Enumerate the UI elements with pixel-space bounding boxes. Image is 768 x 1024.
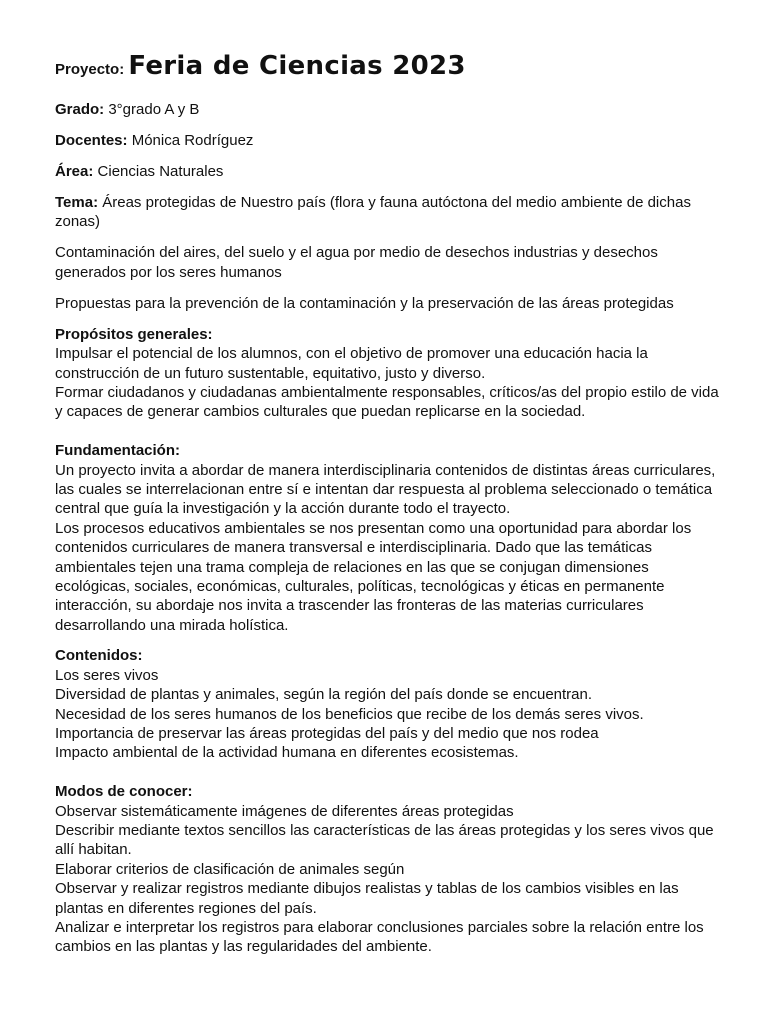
contenidos-heading: Contenidos: xyxy=(55,647,143,665)
modos-line: Elaborar criterios de clasificación de animales según xyxy=(55,860,405,878)
area-value: Ciencias Naturales xyxy=(97,163,224,180)
document-page xyxy=(55,50,720,957)
area-field xyxy=(55,162,720,181)
fundamentacion-line: Un proyecto invita a abordar de manera interdisciplinaria contenidos de distintas áreas curriculares, las cuales se interrelacionan entre sí e intentan dar respuesta al problema seleccionado o temática central que guía la investigación y la acción durante todo el trayecto. xyxy=(55,461,716,518)
contenidos-line: Necesidad de los seres humanos de los beneficios que recibe de los demás seres vivos. xyxy=(55,705,644,723)
contenidos-section xyxy=(55,646,720,762)
contenidos-line: Diversidad de plantas y animales, según la región del país donde se encuentran. xyxy=(55,686,593,704)
modos-line: Analizar e interpretar los registros para elaborar conclusiones parciales sobre la relación entre los cambios en las plantas y las regularidades del ambiente. xyxy=(55,918,704,956)
grado-value: 3°grado A y B xyxy=(108,101,200,118)
tema-field xyxy=(55,193,720,232)
grado-label: Grado: xyxy=(55,101,105,118)
docentes-label: Docentes: xyxy=(55,132,128,149)
fundamentacion-heading: Fundamentación: xyxy=(55,442,181,460)
contenidos-line: Importancia de preservar las áreas protegidas del país y del medio que nos rodea xyxy=(55,724,599,742)
tema-value: Áreas protegidas de Nuestro país (flora y fauna autóctona del medio ambiente de dichas zonas) xyxy=(55,194,691,231)
contenidos-line: Los seres vivos xyxy=(55,666,159,684)
docentes-field xyxy=(55,131,720,150)
tema-label: Tema: xyxy=(55,194,99,211)
modos-line: Observar sistemáticamente imágenes de diferentes áreas protegidas xyxy=(55,802,514,820)
spacer xyxy=(55,763,720,782)
propositos-section xyxy=(55,325,720,422)
grado-field xyxy=(55,100,720,119)
modos-section xyxy=(55,782,720,957)
propositos-line: Formar ciudadanos y ciudadanas ambientalmente responsables, críticos/as del propio estilo de vida y capaces de generar cambios culturales que puedan replicarse en la sociedad. xyxy=(55,384,719,421)
propuestas-paragraph: Propuestas para la prevención de la contaminación y la preservación de las áreas protegidas xyxy=(55,294,674,312)
area-label: Área: xyxy=(55,163,94,180)
fundamentacion-line: Los procesos educativos ambientales se nos presentan como una oportunidad para abordar los contenidos curriculares de manera transversal e interdisciplinaria. Dado que las temáticas ambientales tejen una trama compleja de relaciones en las que se conjugan dimensiones ecológicas, sociales, económicas, culturales, políticas, tecnológicas y éticas en permanente interacción, su abordaje nos invita a trascender las fronteras de las materias curriculares desarrollando una mirada holística. xyxy=(55,519,692,634)
project-heading xyxy=(55,50,720,86)
contenidos-line: Impacto ambiental de la actividad humana en diferentes ecosistemas. xyxy=(55,744,519,762)
modos-line: Observar y realizar registros mediante dibujos realistas y tablas de los cambios visibles en las plantas en diferentes regiones del país. xyxy=(55,880,679,917)
project-label: Proyecto: xyxy=(55,61,125,78)
spacer xyxy=(55,422,720,441)
modos-line: Describir mediante textos sencillos las características de las áreas protegidas y los seres vivos que allí habitan. xyxy=(55,821,714,859)
project-title: Feria de Ciencias 2023 xyxy=(128,51,466,81)
propositos-heading: Propósitos generales: xyxy=(55,325,213,343)
docentes-value: Mónica Rodríguez xyxy=(131,132,254,149)
fundamentacion-section xyxy=(55,441,720,635)
propositos-line: Impulsar el potencial de los alumnos, con el objetivo de promover una educación hacia la construcción de un futuro sustentable, equitativo, justo y diverso. xyxy=(55,345,648,382)
spacer xyxy=(55,635,720,646)
modos-heading: Modos de conocer: xyxy=(55,783,193,801)
contaminacion-paragraph: Contaminación del aires, del suelo y el agua por medio de desechos industrias y desechos generados por los seres humanos xyxy=(55,244,658,281)
